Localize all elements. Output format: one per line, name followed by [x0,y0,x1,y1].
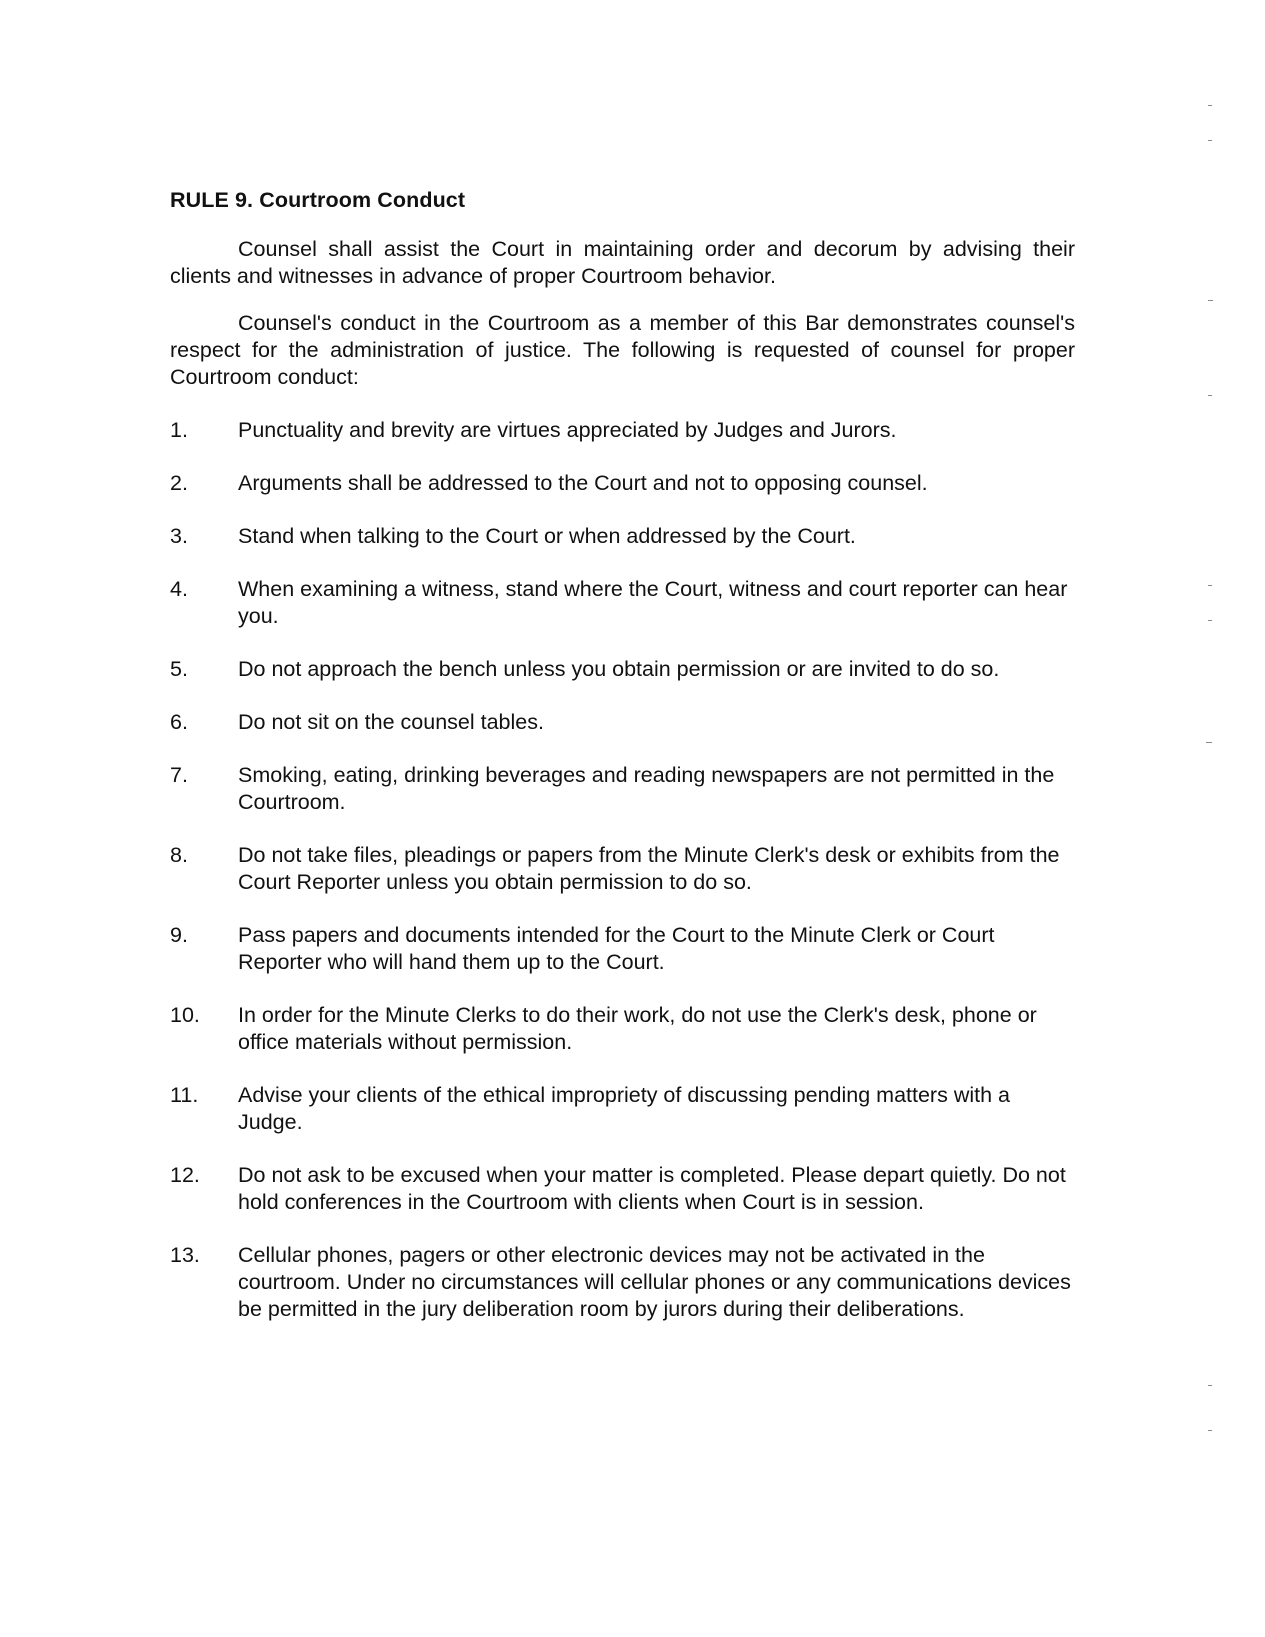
rule-section [170,187,1075,1349]
item-text: Punctuality and brevity are virtues appreciated by Judges and Jurors. [238,418,897,442]
list-item [170,709,1075,736]
item-text: Pass papers and documents intended for the Court to the Minute Clerk or Court Reporter who will hand them up to the Court. [238,923,995,974]
item-text: Cellular phones, pagers or other electronic devices may not be activated in the courtroom. Under no circumstances will cellular phones or any communications devices be permitted in the jury deliberation room by jurors during their deliberations. [238,1243,1071,1321]
item-number: 4. [170,577,188,601]
list-item [170,576,1075,630]
intro-paragraph-1: Counsel shall assist the Court in maintaining order and decorum by advising their clients and witnesses in advance of proper Courtroom behavior. [170,237,1075,288]
list-item [170,1002,1075,1056]
list-item [170,842,1075,896]
item-number: 12. [170,1163,200,1187]
conduct-list [170,417,1075,1323]
item-number: 5. [170,657,188,681]
item-text: In order for the Minute Clerks to do their work, do not use the Clerk's desk, phone or office materials without permission. [238,1003,1037,1054]
list-item [170,656,1075,683]
scan-mark [1208,1430,1212,1431]
item-number: 11. [170,1083,199,1107]
item-number: 13. [170,1243,200,1267]
item-text: Do not take files, pleadings or papers from the Minute Clerk's desk or exhibits from the Court Reporter unless you obtain permission to do so. [238,843,1060,894]
scan-mark [1208,140,1212,141]
item-number: 2. [170,471,188,495]
rule-title: RULE 9. Courtroom Conduct [170,188,466,212]
list-item [170,762,1075,816]
item-text: Stand when talking to the Court or when addressed by the Court. [238,524,856,548]
item-number: 1. [170,418,188,442]
item-number: 3. [170,524,188,548]
item-text: Do not approach the bench unless you obtain permission or are invited to do so. [238,657,1000,681]
item-text: When examining a witness, stand where the Court, witness and court reporter can hear you. [238,577,1068,628]
item-number: 6. [170,710,188,734]
list-item [170,470,1075,497]
item-number: 10. [170,1003,200,1027]
scan-mark [1208,105,1212,106]
scan-mark [1208,620,1212,621]
scan-mark [1208,395,1212,396]
item-number: 8. [170,843,188,867]
item-text: Do not sit on the counsel tables. [238,710,544,734]
list-item [170,922,1075,976]
list-item [170,1082,1075,1136]
list-item [170,1162,1075,1216]
item-text: Arguments shall be addressed to the Court and not to opposing counsel. [238,471,928,495]
scan-mark [1208,300,1213,301]
scan-mark [1206,742,1212,743]
item-text: Do not ask to be excused when your matter is completed. Please depart quietly. Do not hold conferences in the Courtroom with clients when Court is in session. [238,1163,1066,1214]
list-item [170,1242,1075,1323]
list-item [170,417,1075,444]
list-item [170,523,1075,550]
item-number: 7. [170,763,188,787]
item-text: Smoking, eating, drinking beverages and reading newspapers are not permitted in the Courtroom. [238,763,1055,814]
item-text: Advise your clients of the ethical impropriety of discussing pending matters with a Judge. [238,1083,1010,1134]
item-number: 9. [170,923,188,947]
scan-mark [1208,1385,1212,1386]
intro-paragraph-2: Counsel's conduct in the Courtroom as a member of this Bar demonstrates counsel's respect for the administration of justice. The following is requested of counsel for proper Courtroom conduct: [170,311,1075,389]
scan-mark [1208,585,1212,586]
